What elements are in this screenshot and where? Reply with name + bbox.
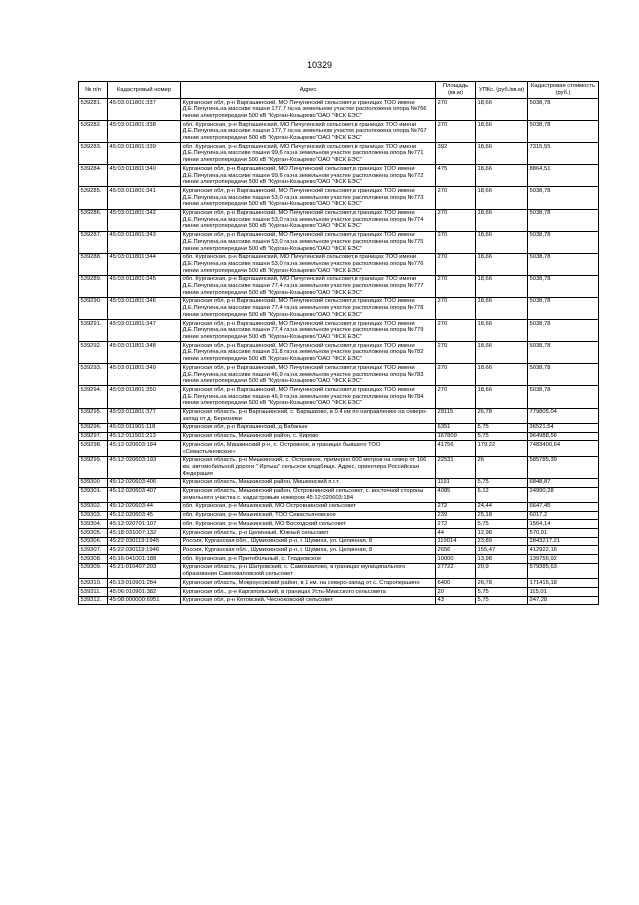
row-area: 239 [436,511,476,520]
row-upks: 12,98 [476,529,528,538]
row-area: 29115 [436,408,476,423]
row-area: 43 [436,596,476,605]
row-address: Курганская обл., р-н Каргапольский, в границах Усть-Миасского сельсовета [181,588,436,597]
row-address: обл. Курганская, р-н Мишкинский, МО Восходский сельсовет [181,520,436,529]
row-number: 539305. [79,529,108,538]
row-cadastral-number: 45:03:011801:345 [108,275,181,297]
table-row [79,386,599,408]
row-number: 539287. [79,231,108,253]
cadastral-table [78,81,599,605]
row-upks: 155,47 [476,546,528,555]
row-upks: 18,66 [476,342,528,364]
row-cadastral-number: 45:12:020603:406 [108,478,181,487]
table-row [79,520,599,529]
row-upks: 18,66 [476,187,528,209]
row-upks: 18,66 [476,297,528,319]
row-cost: 5038,78 [528,231,599,253]
row-cost: 24990,28 [528,487,599,502]
row-number: 539310. [79,579,108,588]
row-area: 22531 [436,456,476,478]
row-cost: 412922,16 [528,546,599,555]
row-upks: 5,75 [476,478,528,487]
row-area: 6400 [436,579,476,588]
row-cost: 5038,78 [528,121,599,143]
row-number: 539286. [79,209,108,231]
row-address: Курганская обл, р-н Варгашинский, д.Вабаные [181,423,436,432]
row-area: 272 [436,502,476,511]
row-number: 539281. [79,99,108,121]
row-upks: 6,12 [476,487,528,502]
row-cadastral-number: 45:03:011801:350 [108,386,181,408]
row-area: 272 [436,520,476,529]
row-upks: 18,66 [476,253,528,275]
table-row [79,441,599,456]
row-area: 119014 [436,537,476,546]
row-number: 539292. [79,342,108,364]
row-upks: 5,75 [476,588,528,597]
row-cadastral-number: 45:03:011801:337 [108,99,181,121]
row-number: 539308. [79,555,108,564]
row-number: 539296. [79,423,108,432]
row-address: Курганская область, Мишкинский район, Мишкинский п.г.т. [181,478,436,487]
table-row [79,121,599,143]
table-row [79,423,599,432]
row-cadastral-number: 45:13:010901:284 [108,579,181,588]
row-cost: 5038,78 [528,275,599,297]
row-address: обл. Курганская, р-н Варгашинский, МО Пичугинский сельсовет,в границах ТОО имени Д.Е.Пичугина,на массиве пашни 53,0 га;на земельном участке расположена опора №776 линии электропередачи 500 кВ "Курган-Козырево"ОАО "ФСК ЕЭС" [181,253,436,275]
row-cost: 6017,2 [528,511,599,520]
row-cost: 7483400,64 [528,441,599,456]
row-cost: 5038,78 [528,297,599,319]
row-cadastral-number: 45:03:011801:347 [108,320,181,342]
row-address: Курганская область, р-н Мишкинский, с. Островное, примерно 600 метров на север от 166 км. автомобильной дороги " Иртыш" сельское кладбище. Адрес, ориентира Российская Федерация [181,456,436,478]
row-address: Курганская обл, р-н Варгашинский, МО Пичугинский сельсовет,в границах ТОО имени Д.Е.Пичугина,на массиве пашни 31,8 га;на земельном участке расположена опора №782 линии электропередачи 500 кВ "Курган-Козырево"ОАО "ФСК ЕЭС" [181,342,436,364]
row-upks: 18,66 [476,231,528,253]
header-upks: УПКс. (руб./кв.м) [476,82,528,99]
row-upks: 25,18 [476,511,528,520]
row-number: 539300 [79,478,108,487]
row-area: 270 [436,342,476,364]
row-number: 539301. [79,487,108,502]
row-upks: 18,66 [476,121,528,143]
row-number: 539299. [79,456,108,478]
row-cost: 779805,04 [528,408,599,423]
row-upks: 18,66 [476,275,528,297]
row-address: Курганская область, Мишкинский район, Островнинский сельсовет, с. восточной стороны земельного участка с. кадастровым номером 45:12:020603:184 [181,487,436,502]
row-upks: 5,75 [476,596,528,605]
row-area: 1191 [436,478,476,487]
row-cadastral-number: 45:08:000000:6951 [108,596,181,605]
row-cadastral-number: 45:12:011501:213 [108,432,181,441]
row-cadastral-number: 45:22:030119:1945 [108,537,181,546]
row-cost: 171415,18 [528,579,599,588]
row-upks: 20,9 [476,563,528,578]
row-cadastral-number: 45:03:011801:340 [108,165,181,187]
row-cadastral-number: 45:03:011801:339 [108,143,181,165]
row-cadastral-number: 45:03:011801:349 [108,364,181,386]
table-row [79,143,599,165]
table-row [79,478,599,487]
table-row [79,579,599,588]
row-cadastral-number: 45:03:011801:348 [108,342,181,364]
row-address: Курганская обл, р-н Варгашинский, МО Пичугинский сельсовет,в границах ТОО имени Д.Е.Пичугина,на массиве пашни 77,4 га;на земельном участке расположена опора №778 линии электропередачи 500 кВ "Курган-Козырево"ОАО "ФСК ЕЭС" [181,297,436,319]
table-row [79,596,599,605]
table-row [79,502,599,511]
row-area: 270 [436,275,476,297]
row-cost: 115,01 [528,588,599,597]
row-cadastral-number: 45:03:011801:344 [108,253,181,275]
row-address: обл. Курганская, р-н Варгашинский, МО Пичугинский сельсовет,в границах ТОО имени Д.Е.Пичугина,на массиве пашни 99,6 га;на земельном участке расположена опора №771 линии электропередачи 500 кВ "Курган-Козырево"ОАО "ФСК ЕЭС" [181,143,436,165]
row-area: 270 [436,209,476,231]
row-upks: 26,78 [476,579,528,588]
row-number: 539298. [79,441,108,456]
row-address: Курганская область, р-н Шатровский, с. Самохвалово, в границах муниципального образования Самохваловский сельсовет [181,563,436,578]
header-num: № п/п [79,82,108,99]
row-cadastral-number: 45:12:020603:45 [108,511,181,520]
row-cost: 5038,78 [528,386,599,408]
row-number: 539294. [79,386,108,408]
row-number: 539312. [79,596,108,605]
row-upks: 5,75 [476,432,528,441]
row-address: Курганская обл, р-н Варгашинский, МО Пичугинский сельсовет,в границах ТОО имени Д.Е.Пичугина,на массиве пашни 177,7 га;на земельном участке расположена опора №766 линии электропередачи 500 кВ "Курган-Козырево"ОАО "ФСК ЕЭС" [181,99,436,121]
row-upks: 18,66 [476,320,528,342]
row-upks: 26,78 [476,408,528,423]
header-address: Адрес [181,82,436,99]
row-area: 2656 [436,546,476,555]
row-address: Курганская обл, р-н Варгашинский, МО Пичугинский сельсовет,в границах ТОО имени Д.Е.Пичугина,на массиве пашни 77,4 га;на земельном участке расположена опора №779 линии электропередачи 500 кВ "Курган-Козырево"ОАО "ФСК ЕЭС" [181,320,436,342]
row-address: Курганская область, р-н Целинный, Южный сельсовет [181,529,436,538]
row-cadastral-number: 45:12:020603:44 [108,502,181,511]
row-cadastral-number: 45:03:011901:118 [108,423,181,432]
row-area: 270 [436,297,476,319]
row-cadastral-number: 45:12:020701:107 [108,520,181,529]
table-row [79,555,599,564]
table-row [79,588,599,597]
row-cost: 964988,56 [528,432,599,441]
row-cost: 5038,78 [528,99,599,121]
row-cost: 5038,78 [528,342,599,364]
row-cost: 579385,63 [528,563,599,578]
row-upks: 18,66 [476,364,528,386]
row-area: 475 [436,165,476,187]
row-cadastral-number: 45:03:011801:341 [108,187,181,209]
row-address: Курганская область, р-н Варгашинский, с. Барашково, в 0.4 км по направлению на северо-запад от д. Березняки [181,408,436,423]
table-row [79,529,599,538]
row-cost: 585785,39 [528,456,599,478]
row-cost: 5038,78 [528,253,599,275]
row-number: 539302. [79,502,108,511]
row-area: 270 [436,121,476,143]
row-area: 270 [436,99,476,121]
row-area: 10000 [436,555,476,564]
table-row [79,408,599,423]
table-row [79,432,599,441]
row-cadastral-number: 45:16:041001:188 [108,555,181,564]
header-cost: Кадастровая стоимость (руб.) [528,82,599,99]
row-address: Курганская обл, р-н Варгашинский, МО Пичугинский сельсовет,в границах ТОО имени Д.Е.Пичугина,на массиве пашни 46,9 га;на земельном участке расположена опора №783 линии электропередачи 500 кВ "Курган-Козырево"ОАО "ФСК ЕЭС" [181,364,436,386]
table-row [79,231,599,253]
row-address: Курганская обл, р-н Варгашинский, МО Пичугинский сельсовет,в границах ТОО имени Д.Е.Пичугина,на массиве пашни 53,0 га;на земельном участке расположена опора №775 линии электропередачи 500 кВ "Курган-Козырево"ОАО "ФСК ЕЭС" [181,231,436,253]
row-area: 41756 [436,441,476,456]
row-cost: 6647,45 [528,502,599,511]
row-cost: 2843217,21 [528,537,599,546]
row-number: 539283. [79,143,108,165]
row-area: 392 [436,143,476,165]
row-cadastral-number: 45:21:010407:203 [108,563,181,578]
table-row [79,511,599,520]
table-row [79,546,599,555]
row-cadastral-number: 45:03:011801:342 [108,209,181,231]
row-cadastral-number: 45:03:011801:346 [108,297,181,319]
row-number: 539290. [79,297,108,319]
table-row [79,253,599,275]
row-cost: 570,91 [528,529,599,538]
row-address: Курганская обл, р-н Варгашинский, МО Пичугинский сельсовет,в границах ТОО имени Д.Е.Пичугина,на массиве пашни 99,6 га;на земельном участке расположена опора №772 линии электропередачи 500 кВ "Курган-Козырево"ОАО "ФСК ЕЭС" [181,165,436,187]
row-cost: 139756,92 [528,555,599,564]
row-upks: 18,66 [476,165,528,187]
table-row [79,187,599,209]
row-area: 44 [436,529,476,538]
row-upks: 179,22 [476,441,528,456]
row-address: обл. Курганская, р-н Варгашинский, МО Пичугинский сельсовет,в границах ТОО имени Д.Е.Пичугина,на массиве пашни 77,4 га;на земельном участке расположена опора №777 линии электропередачи 500 кВ "Курган-Козырево"ОАО "ФСК ЕЭС" [181,275,436,297]
row-address: обл. Курганская, р-н Варгашинский, МО Пичугинский сельсовет,в границах ТОО имени Д.Е.Пичугина,на массиве пашни 177,7 га;на земельном участке расположена опора №767 линии электропередачи 500 кВ "Курган-Козырево"ОАО "ФСК ЕЭС" [181,121,436,143]
row-number: 539291. [79,320,108,342]
row-address: обл. Курганская, р-н Притобольный, с. Гладковское [181,555,436,564]
table-row [79,320,599,342]
row-number: 539297. [79,432,108,441]
row-address: Россия, Курганская обл., Шумихинский р-н, г. Шумиха, ул. Целинная, 8 [181,537,436,546]
row-number: 539309. [79,563,108,578]
table-row [79,297,599,319]
row-address: обл. Курганская, р-н Мишкинский, МО Островнинский сельсовет [181,502,436,511]
table-row [79,537,599,546]
row-number: 539306. [79,537,108,546]
row-area: 6351 [436,423,476,432]
row-cost: 247,28 [528,596,599,605]
row-upks: 5,75 [476,423,528,432]
row-number: 539288. [79,253,108,275]
row-number: 539304. [79,520,108,529]
row-area: 270 [436,187,476,209]
row-cadastral-number: 45:03:011801:338 [108,121,181,143]
row-address: Курганская область, Мокроусовский район, в 1 км. на северо-запад от с. Старопершино [181,579,436,588]
row-address: обл. Курганская, р-н Мишкинский, ТОО Севастьяновское [181,511,436,520]
row-upks: 24,44 [476,502,528,511]
row-area: 4085 [436,487,476,502]
table-row [79,99,599,121]
row-cadastral-number: 45:12:020603:184 [108,441,181,456]
table-row [79,364,599,386]
row-upks: 23,89 [476,537,528,546]
row-area: 270 [436,386,476,408]
row-cadastral-number: 45:22:030119:1946 [108,546,181,555]
table-row [79,342,599,364]
row-cadastral-number: 45:12:020603:193 [108,456,181,478]
table-row [79,165,599,187]
row-cost: 5038,78 [528,364,599,386]
row-number: 539282. [79,121,108,143]
header-area: Площадь (кв.м) [436,82,476,99]
row-area: 270 [436,320,476,342]
row-cadastral-number: 45:03:011801:343 [108,231,181,253]
row-upks: 18,66 [476,386,528,408]
row-address: Курганская обл, р-н Варгашинский, МО Пичугинский сельсовет,в границах ТОО имени Д.Е.Пичугина,на массиве пашни 53,0 га;на земельном участке расположена опора №773 линии электропередачи 500 кВ "Курган-Козырево"ОАО "ФСК ЕЭС" [181,187,436,209]
table-row [79,275,599,297]
table-row [79,209,599,231]
page-number: 10329 [306,60,333,70]
row-area: 270 [436,231,476,253]
row-cost: 5038,78 [528,187,599,209]
row-number: 539285. [79,187,108,209]
row-number: 539307. [79,546,108,555]
row-cadastral-number: 45:06:010901:382 [108,588,181,597]
row-cost: 36521,54 [528,423,599,432]
row-upks: 18,66 [476,143,528,165]
row-number: 539289. [79,275,108,297]
row-upks: 13,98 [476,555,528,564]
row-upks: 5,75 [476,520,528,529]
row-cost: 6848,87 [528,478,599,487]
row-cadastral-number: 45:18:031007:132 [108,529,181,538]
row-area: 167809 [436,432,476,441]
row-cost: 8864,51 [528,165,599,187]
row-area: 270 [436,253,476,275]
table-row [79,563,599,578]
row-address: Курганская область, Мишкинский район, с. Кирово [181,432,436,441]
row-address: Курганская обл, р-н Кетовский, Чесноковский сельсовет [181,596,436,605]
row-number: 539293. [79,364,108,386]
row-upks: 26 [476,456,528,478]
row-upks: 18,66 [476,209,528,231]
row-cost: 7315,55 [528,143,599,165]
row-number: 539311. [79,588,108,597]
row-cadastral-number: 45:12:020603:407 [108,487,181,502]
row-upks: 18,66 [476,99,528,121]
row-address: Курганская обл, Мишкинский р-н, с. Островное, в границах бывшего ТОО «Севастьяновское» [181,441,436,456]
row-cost: 5038,78 [528,320,599,342]
row-cadastral-number: 45:03:011801:377 [108,408,181,423]
table-row [79,487,599,502]
row-cost: 5038,78 [528,209,599,231]
row-cost: 1564,14 [528,520,599,529]
table-header-row [79,82,599,99]
row-address: Россия, Курганская обл., Шумихинский р-н, г. Шумиха, ул. Целинная, 8 [181,546,436,555]
row-address: Курганская обл, р-н Варгашинский, МО Пичугинский сельсовет,в границах ТОО имени Д.Е.Пичугина,на массиве пашни 46,9 га;на земельном участке расположена опора №784 линии электропередачи 500 кВ "Курган-Козырево"ОАО "ФСК ЕЭС" [181,386,436,408]
row-number: 539303. [79,511,108,520]
table-row [79,456,599,478]
row-area: 270 [436,364,476,386]
header-cadastral: Кадастровый номер [108,82,181,99]
row-address: Курганская обл, р-н Варгашинский, МО Пичугинский сельсовет,в границах ТОО имени Д.Е.Пичугина,на массиве пашни 53,0 га;на земельном участке расположена опора №774 линии электропередачи 500 кВ "Курган-Козырево"ОАО "ФСК ЕЭС" [181,209,436,231]
row-area: 27722 [436,563,476,578]
row-number: 539295. [79,408,108,423]
row-number: 539284. [79,165,108,187]
row-area: 20 [436,588,476,597]
